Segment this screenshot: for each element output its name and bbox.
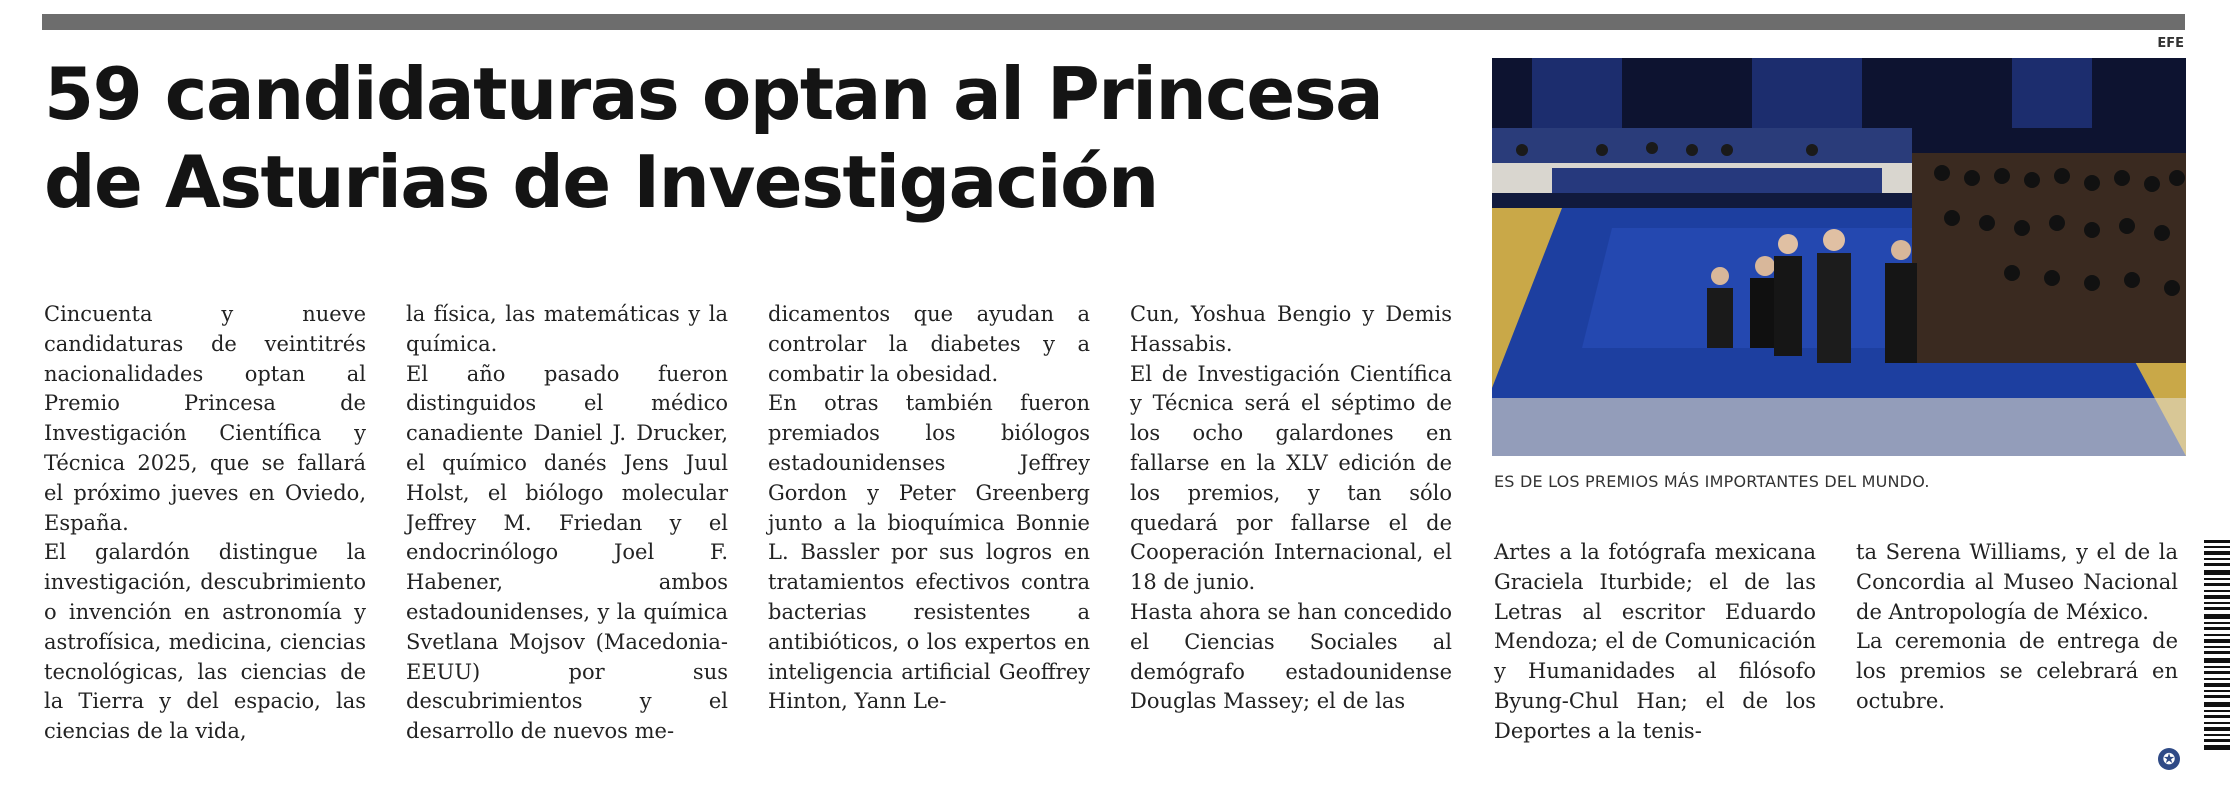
article-column-2 — [406, 300, 728, 747]
ceremony-photo — [1492, 58, 2186, 456]
paragraph: El galardón distingue la investigación, descubrimiento o invención en astronomía y astrofísica, medicina, ciencias tecnológicas, las ciencias de la Tierra y del espacio, las ciencias de la vida, — [44, 540, 366, 744]
article-column-5 — [1494, 538, 1816, 747]
article-column-4 — [1130, 300, 1452, 717]
headline — [44, 50, 1474, 226]
top-rule — [42, 14, 2185, 30]
photo-credit: EFE — [2157, 36, 2184, 51]
headline-line-1: 59 candidaturas optan al Princesa — [44, 52, 1383, 136]
paragraph: Hasta ahora se han concedido el Ciencias Sociales al demógrafo estadounidense Douglas Massey; el de las — [1130, 599, 1452, 714]
article-column-1 — [44, 300, 366, 747]
article-column-6 — [1856, 538, 2178, 717]
headline-line-2: de Asturias de Investigación — [44, 140, 1158, 224]
barcode-icon — [2204, 540, 2230, 750]
paragraph: En otras también fueron premiados los biólogos estadounidenses Jeffrey Gordon y Peter Greenberg junto a la bioquímica Bonnie L. Bassler por sus logros en tratamientos efectivos contra bacterias resistentes a antibióticos, o los expertos en inteligencia artificial Geoffrey Hinton, Yann Le- — [768, 391, 1090, 714]
paragraph: El año pasado fueron distinguidos el médico canadiente Daniel J. Drucker, el químico danés Jens Juul Holst, el biólogo molecular Jeffrey M. Friedan y el endocrinólogo Joel F. Habener, ambos estadounidenses, y la química Svetlana Mojsov (Macedonia-EEUU) por sus descubrimientos y el desarrollo de nuevos me- — [406, 361, 728, 744]
paragraph: Artes a la fotógrafa mexicana Graciela Iturbide; el de las Letras al escritor Eduardo Mendoza; el de Comunicación y Humanidades al filósofo Byung-Chul Han; el de los Deportes a la tenis- — [1494, 540, 1816, 743]
paragraph: ta Serena Williams, y el de la Concordia al Museo Nacional de Antropología de México. — [1856, 540, 2178, 624]
photo-caption: ES DE LOS PREMIOS MÁS IMPORTANTES DEL MUNDO. — [1494, 472, 1930, 491]
paragraph: Cun, Yoshua Bengio y Demis Hassabis. — [1130, 302, 1452, 356]
paragraph: dicamentos que ayudan a controlar la diabetes y a combatir la obesidad. — [768, 302, 1090, 386]
paragraph: la física, las matemáticas y la química. — [406, 302, 728, 356]
paragraph: Cincuenta y nueve candidaturas de veintitrés nacionalidades optan al Premio Princesa de Investigación Científica y Técnica 2025, que se fallará el próximo jueves en Oviedo, España. — [44, 302, 366, 535]
article-column-3 — [768, 300, 1090, 717]
paragraph: El de Investigación Científica y Técnica será el séptimo de los ocho galardones en fallarse en la XLV edición de los premios, y tan sólo quedará por fallarse el de Cooperación Internacional, el 18 de junio. — [1130, 361, 1452, 595]
paragraph: La ceremonia de entrega de los premios se celebrará en octubre. — [1856, 629, 2178, 713]
star-icon: ✪ — [2158, 748, 2180, 770]
